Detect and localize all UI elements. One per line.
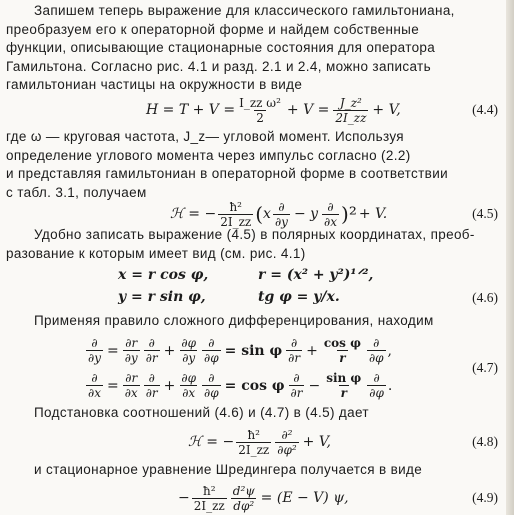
eq-term: − y — [293, 206, 319, 222]
numerator: ∂r — [125, 336, 138, 350]
equation-4-6 — [0, 262, 506, 310]
numerator: ∂ — [91, 371, 98, 385]
denominator: r — [339, 351, 346, 365]
text-line: преобразуем его к операторной форме и найдем собственные — [6, 21, 420, 37]
denominator: ∂x — [124, 386, 138, 400]
numerator: ∂² — [281, 427, 293, 442]
eq-term: = sin φ — [224, 342, 283, 359]
denominator: ∂φ² — [277, 442, 297, 457]
numerator: ∂ — [148, 336, 155, 350]
text-line: Удобно записать выражение (4.5) в полярных координатах, преоб- — [34, 227, 475, 242]
eq-term: ℋ = − — [188, 434, 235, 450]
eq-term: − — [178, 490, 190, 506]
text-line: Запишем теперь выражение для классического гамильтониана, — [34, 3, 455, 18]
fraction — [192, 484, 227, 513]
denominator: 2I_zz — [238, 442, 270, 457]
text-line: и представляя гамильтониан в операторной форме в соответствии — [6, 166, 448, 181]
paragraph-angular-momentum — [6, 128, 506, 202]
fraction — [123, 336, 140, 365]
numerator: ∂ — [278, 199, 285, 214]
denominator: ∂y — [88, 351, 101, 365]
fraction — [202, 336, 221, 365]
fraction — [86, 336, 103, 365]
fraction — [202, 371, 221, 400]
eq-term: + V. — [358, 206, 388, 222]
denominator: ∂y — [182, 351, 196, 365]
text-line: Подстановка соотношений (4.6) и (4.7) в (4.5) дает — [34, 405, 369, 420]
denominator: dφ² — [233, 498, 255, 513]
denominator: ∂r — [145, 386, 158, 400]
fraction — [236, 428, 271, 457]
denominator: ∂x — [182, 386, 196, 400]
text-line: гамильтониан частицы на окружности в виде — [6, 77, 303, 92]
numerator: ħ² — [202, 483, 216, 498]
text-line: и стационарное уравнение Шредингера получается в виде — [34, 462, 423, 477]
eq-term: tg φ = y/x. — [258, 289, 340, 305]
paragraph-chain-rule — [6, 312, 506, 331]
fraction — [273, 200, 290, 229]
fraction — [179, 336, 198, 365]
paragraph-substitution — [6, 404, 506, 423]
eq-term: x — [263, 206, 271, 222]
equation-4-8 — [0, 424, 506, 460]
fraction — [179, 371, 198, 400]
denominator: ∂r — [145, 351, 158, 365]
fraction — [275, 428, 298, 457]
denominator: ∂y — [274, 214, 288, 229]
numerator: ∂r — [125, 371, 138, 385]
text-line: Гамильтона. Согласно рис. 4.1 и разд. 2.1 и 2.4, можно записать — [6, 58, 431, 74]
numerator: ħ² — [229, 199, 242, 214]
fraction — [286, 336, 302, 365]
fraction — [322, 200, 339, 229]
numerator: d²ψ — [232, 483, 255, 498]
eq-term: x = r cos φ, — [118, 267, 209, 283]
equation-number: (4.7) — [472, 360, 498, 375]
numerator: ∂ — [208, 336, 215, 350]
denominator: ∂x — [324, 214, 338, 229]
denominator: ∂x — [88, 386, 101, 400]
equation-number: (4.4) — [472, 102, 498, 117]
fraction — [144, 336, 160, 365]
denominator: ∂φ — [204, 351, 219, 365]
eq-term: − — [308, 377, 321, 394]
denominator: r — [340, 386, 347, 400]
eq-term: + V, — [372, 102, 401, 118]
eq-term: + — [306, 342, 318, 359]
eq-term: r = (x² + y²)¹ᐟ², — [258, 267, 374, 283]
text-line: разование к которым имеет вид (см. рис. 4.1) — [6, 245, 306, 261]
fraction — [333, 96, 368, 125]
numerator: sin φ — [326, 371, 362, 385]
numerator: ∂ — [373, 371, 380, 385]
equation-4-7: $\frac{\partial}{\partial y}$ = $\frac{\partial r}{\partial y}$ $\frac{\partial}{\partial r}$ + $\frac{\partial\varphi}{\partial y}$ $\frac{\partial}{\partial\varphi}$ = sin φ $\frac{\partial}{\partial r}$ + $\frac{\text{cos φ}}{r}$ $\frac{\partial}{\partial\varphi}$ , $\frac{\partial}{\partial x}$ = $\frac{\partial r}{\partial x}$ $\frac{\partial}{\partial r}$ + $\frac{\partial\varphi}{\partial x}$ $\frac{\partial}{\partial\varphi}$ = cos φ $\frac{\partial}{\partial r}$ − $\frac{\text{sin φ}}{r}$ $\frac{\partial}{\partial\varphi}$ . (4.7) — [88, 336, 498, 400]
fraction — [231, 484, 257, 513]
equation-number: (4.8) — [472, 434, 498, 449]
text-line: с табл. 3.1, получаем — [6, 184, 147, 200]
paragraph-intro — [6, 2, 506, 95]
numerator: ∂φ — [181, 371, 196, 385]
denominator: ∂φ — [368, 351, 384, 365]
fraction — [367, 371, 386, 400]
paren: ( — [255, 202, 264, 226]
fraction — [289, 371, 305, 400]
denominator: ∂r — [288, 351, 301, 365]
fraction — [324, 371, 363, 400]
fraction — [144, 371, 160, 400]
eq-term: = cos φ — [224, 377, 285, 394]
eq-term: y = r sin φ, — [118, 289, 206, 305]
numerator: ∂ — [327, 199, 334, 214]
paren: )² — [341, 202, 357, 226]
equation-4-4 — [0, 92, 506, 128]
eq-term: + V = — [286, 102, 330, 118]
eq-term: = (E − V) ψ, — [260, 490, 349, 506]
eq-term: , — [387, 342, 392, 359]
text-line: функции, описывающие стационарные состояния для оператора — [6, 40, 436, 55]
denominator: 2I_zz — [193, 498, 225, 513]
fraction — [123, 371, 140, 400]
numerator: J_z² — [339, 95, 362, 110]
fraction — [367, 336, 386, 365]
numerator: ∂ — [373, 336, 380, 350]
eq-term: + V, — [302, 434, 331, 450]
denominator: ∂φ — [204, 386, 219, 400]
equation-4-9 — [0, 481, 506, 515]
denominator: 2I_zz — [220, 214, 252, 229]
denominator: 2I_zz — [335, 110, 367, 125]
fraction — [322, 336, 363, 365]
fraction — [218, 200, 253, 229]
equation-number: (4.6) — [472, 290, 498, 305]
equation-number: (4.5) — [472, 206, 498, 221]
eq-term: H = T + V = — [146, 102, 236, 118]
fraction — [86, 371, 103, 400]
numerator: ∂ — [293, 371, 300, 385]
numerator: ∂ — [91, 336, 98, 350]
fraction — [237, 96, 283, 125]
eq-term: ℋ = − — [170, 206, 217, 222]
numerator: ∂ — [291, 336, 298, 350]
page-edge — [506, 0, 514, 515]
paragraph-schrodinger — [6, 461, 506, 480]
numerator: ∂ — [148, 371, 155, 385]
denominator: ∂φ — [369, 386, 384, 400]
equation-number: (4.9) — [472, 490, 498, 505]
numerator: cos φ — [323, 336, 361, 350]
text-line: определение углового момента через импульс согласно (2.2) — [6, 147, 411, 163]
text-line: где ω — круговая частота, J_z— угловой момент. Используя — [6, 129, 404, 144]
denominator: ∂y — [124, 351, 138, 365]
text-line: Применяя правило сложного дифференцирования, находим — [34, 313, 434, 328]
numerator: ∂φ — [181, 336, 196, 350]
numerator: I_zz ω² — [239, 95, 281, 110]
eq-term: . — [387, 377, 393, 394]
numerator: ħ² — [247, 427, 260, 442]
numerator: ∂ — [208, 371, 215, 385]
paragraph-polar — [6, 226, 506, 263]
denominator: 2 — [256, 110, 264, 125]
denominator: ∂r — [290, 386, 303, 400]
